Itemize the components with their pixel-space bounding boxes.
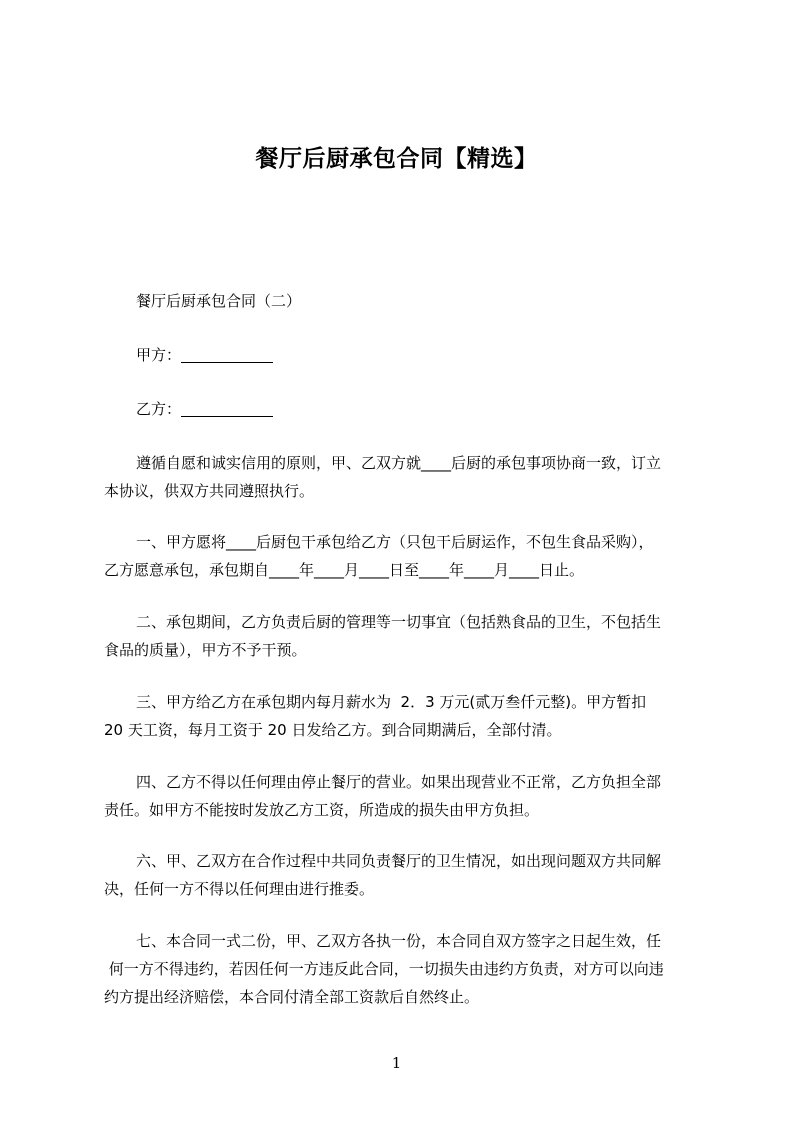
clause-2-line-1: 二、承包期间，乙方负责后厨的管理等一切事宜（包括熟食品的卫生，不包括生 [136, 613, 662, 631]
clause-3-line-1: 三、甲方给乙方在承包期内每月薪水为 2．3 万元(贰万叁仟元整)。甲方暂扣 [136, 693, 647, 711]
contract-subtitle: 餐厅后厨承包合同（二） [136, 292, 302, 310]
clause-3-line-2: 20 天工资，每月工资于 20 日发给乙方。到合同期满后，全部付清。 [104, 721, 562, 739]
clause-7-line-3: 约方提出经济赔偿，本合同付清全部工资款后自然终止。 [104, 988, 480, 1006]
document-title: 餐厅后厨承包合同【精选】 [255, 146, 538, 172]
clause-6-line-2: 决，任何一方不得以任何理由进行推委。 [104, 880, 375, 898]
party-b-blank [181, 398, 273, 417]
page-number: 1 [391, 1054, 402, 1072]
clause-4-line-2: 责任。如甲方不能按时发放乙方工资，所造成的损失由甲方负担。 [104, 801, 540, 819]
clause-7-line-2: 何一方不得违约，若因任何一方违反此合同，一切损失由违约方负责，对方可以向违 [104, 960, 664, 978]
clause-1-line-2: 乙方愿意承包，承包期自____年____月____日至____年____月____日止。 [104, 561, 585, 579]
clause-2-line-2: 食品的质量），甲方不予干预。 [104, 641, 307, 659]
paragraph-intro-line-2: 本协议，供双方共同遵照执行。 [104, 482, 315, 500]
party-b-label: 乙方： [136, 400, 182, 418]
party-a-blank [181, 344, 273, 363]
party-b-line [104, 392, 704, 426]
clause-7-line-1: 七、本合同一式二份，甲、乙双方各执一份，本合同自双方签字之日起生效，任 [136, 932, 662, 950]
clause-1-line-1: 一、甲方愿将____后厨包干承包给乙方（只包干后厨运作，不包生食品采购）， [136, 533, 654, 551]
clause-6-line-1: 六、甲、乙双方在合作过程中共同负责餐厅的卫生情况，如出现问题双方共同解 [136, 852, 662, 870]
clause-4-line-1: 四、乙方不得以任何理由停止餐厅的营业。如果出现营业不正常，乙方负担全部 [136, 773, 662, 791]
paragraph-intro-line-1: 遵循自愿和诚实信用的原则，甲、乙双方就____后厨的承包事项协商一致，订立 [136, 454, 662, 472]
party-a-line [104, 338, 704, 372]
party-a-label: 甲方： [136, 346, 182, 364]
